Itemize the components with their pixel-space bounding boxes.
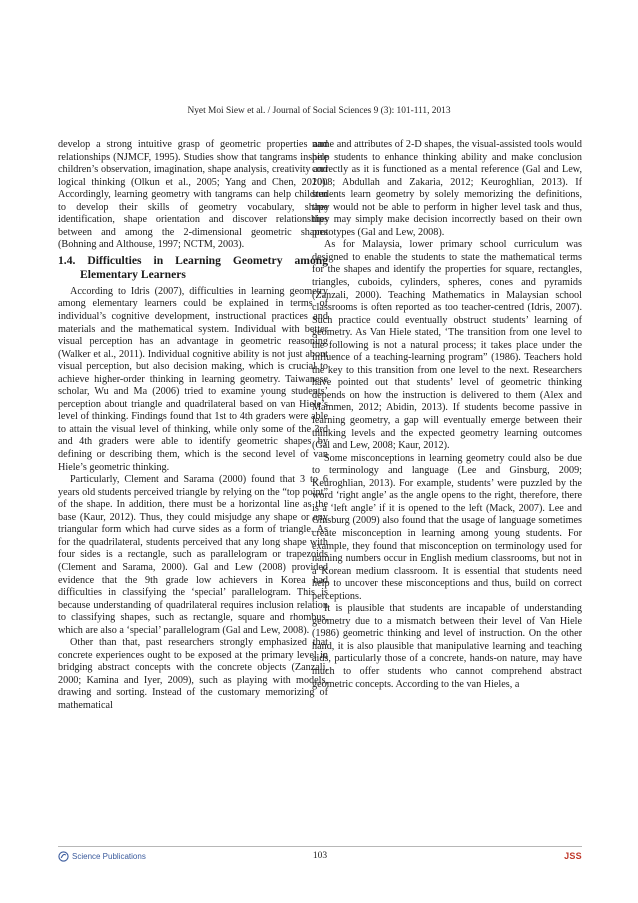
paragraph: Particularly, Clement and Sarama (2000) found that 3 to 6 years old students perceived triangle by relying on the “top point” of the shape. In addition, there must be a horizontal line as the base (Kaur, 2012). Thus, they could misjudge any shape or any triangular form which had curve sides as a form of triangle. As for the quadrilateral, students perceived that any long shape with four sides is a rectangle, such as parallelogram or trapezoids (Clement and Sarama, 2000). Gal and Lew (2008) provided evidence that the 9th grade low achievers in Korea had difficulties in classifying the ‘special’ parallelogram. This is because understanding of quadrilateral requires inclusion relation to classifying shapes, such as rectangle, square and rhombus, which are also a ‘special’ parallelogram (Gal and Lew, 2008). bbox=[58, 474, 328, 636]
paragraph: name and attributes of 2-D shapes, the visual-assisted tools would help students to enhance thinking ability and make conclusion correctly as it is functioned as a mental reference (Gal and Lew, 2008; Abdullah and Zakaria, 2012; Keuroghlian, 2013). If students learn geometry by solely memorizing the definitions, they would not be able to perform in higher level task and thus, they may simply make decision incorrectly based on their own prototypes (Gal and Lew, 2008). bbox=[312, 139, 582, 238]
page-number: 103 bbox=[312, 851, 328, 861]
right-column bbox=[312, 139, 582, 691]
paragraph: As for Malaysia, lower primary school curriculum was designed to enable the students to state the mathematical terms for the shapes and identify the properties for square, rectangles, triangles, cuboids, cylinders, spheres, cones and pyramids (Zanzali, 2000). Teaching Mathematics in Malaysian school classrooms is often reported as too teacher-centred (Idris, 2007). Such practice could eventually obstruct students’ learning of geometry. As Van Hiele stated, ‘The transition from one level to the following is not a natural process; it takes place under the influence of a teaching-learning program” (1986). Teachers hold the key to this transition from one level to the next. Researchers have pointed out that students’ level of geometric thinking depends on how the instruction is delivered to them (Alex and Mammen, 2012; Abidin, 2013). If students become passive in learning geometry, a gap will eventually emerge between their thinking levels and the expected geometry learning outcomes (Gal and Lew, 2008; Kaur, 2012). bbox=[312, 239, 582, 452]
publisher-name: Science Publications bbox=[72, 852, 146, 861]
page-footer bbox=[58, 851, 582, 867]
running-head: Nyet Moi Siew et al. / Journal of Social Sciences 9 (3): 101-111, 2013 bbox=[187, 106, 451, 116]
paragraph: Other than that, past researchers strongly emphasized that concrete experiences ought to be exposed at the primary level in bridging abstract concepts with the concrete objects (Zanzali, 2000; Kamina and Iyer, 2009), such as playing with models, drawing and sorting. Instead of the customary memorizing of mathematical bbox=[58, 637, 328, 711]
left-column bbox=[58, 139, 328, 713]
journal-abbreviation: JSS bbox=[564, 851, 582, 861]
footer-divider bbox=[58, 846, 582, 847]
paragraph: Some misconceptions in learning geometry could also be due to terminology and language (Lee and Ginsburg, 2009; Keuroghlian, 2013). For example, students’ were puzzled by the word ‘right angle’ as the angle opens to the right, therefore, there is a ‘left angle’ if it is opened to the left (Mack, 2007). Lee and Ginsburg (2009) also found that the usage of language sometimes create misconception in learning among young students. For example, they found that misconception on terminology used for naming numbers occur in English medium classrooms, but not in a Korean medium classroom. It is essential that students need help to uncover these misconceptions and thus, build on correct perceptions. bbox=[312, 452, 582, 602]
paragraph: According to Idris (2007), difficulties in learning geometry among elementary learners could be explained in terms of individual’s cognitive development, instructional practices and materials and the mathematical system. Individual with better visual perception has an advantage in geometric reasoning (Walker et al., 2011). Individual cognitive ability is not just about visual perception, but also decision making, which is crucial to achieve higher-order thinking in learning geometry. Taiwanese scholar, Wu and Ma (2006) tried to examine young students’ perception about triangle and quadrilateral based on van Hiele’s level of thinking. Findings found that 1st to 4th graders were able to attain the visual level of thinking, while only some of the 3rd and 4th graders were able to identify geometric shapes by defining or describing them, which is the second level of van Hiele’s geometric thinking. bbox=[58, 285, 328, 473]
paragraph: develop a strong intuitive grasp of geometric properties and relationships (NJMCF, 1995). Studies show that tangrams inspire children’s observation, imagination, shape analysis, creativity and logical thinking (Olkun et al., 2005; Yang and Chen, 2010). Accordingly, learning geometry with tangrams can help children to develop their skills of geometry vocabulary, shape identification, shape orientation and discover relationships between and among the 2-dimensional geometric shapes (Bohning and Althouse, 1997; NCTM, 2003). bbox=[58, 139, 328, 251]
paragraph: It is plausible that students are incapable of understanding geometry due to a mismatch between their level of Van Hiele (1986) geometric thinking and level of instruction. On the other hand, it is also plausible that manipulative learning and teaching aids, particularly those of a concrete, hands-on nature, may have much to offer students who cannot comprehend abstract geometric concepts. According to the van Hieles, a bbox=[312, 603, 582, 690]
section-heading: 1.4. Difficulties in Learning Geometry among Elementary Learners bbox=[58, 253, 328, 281]
